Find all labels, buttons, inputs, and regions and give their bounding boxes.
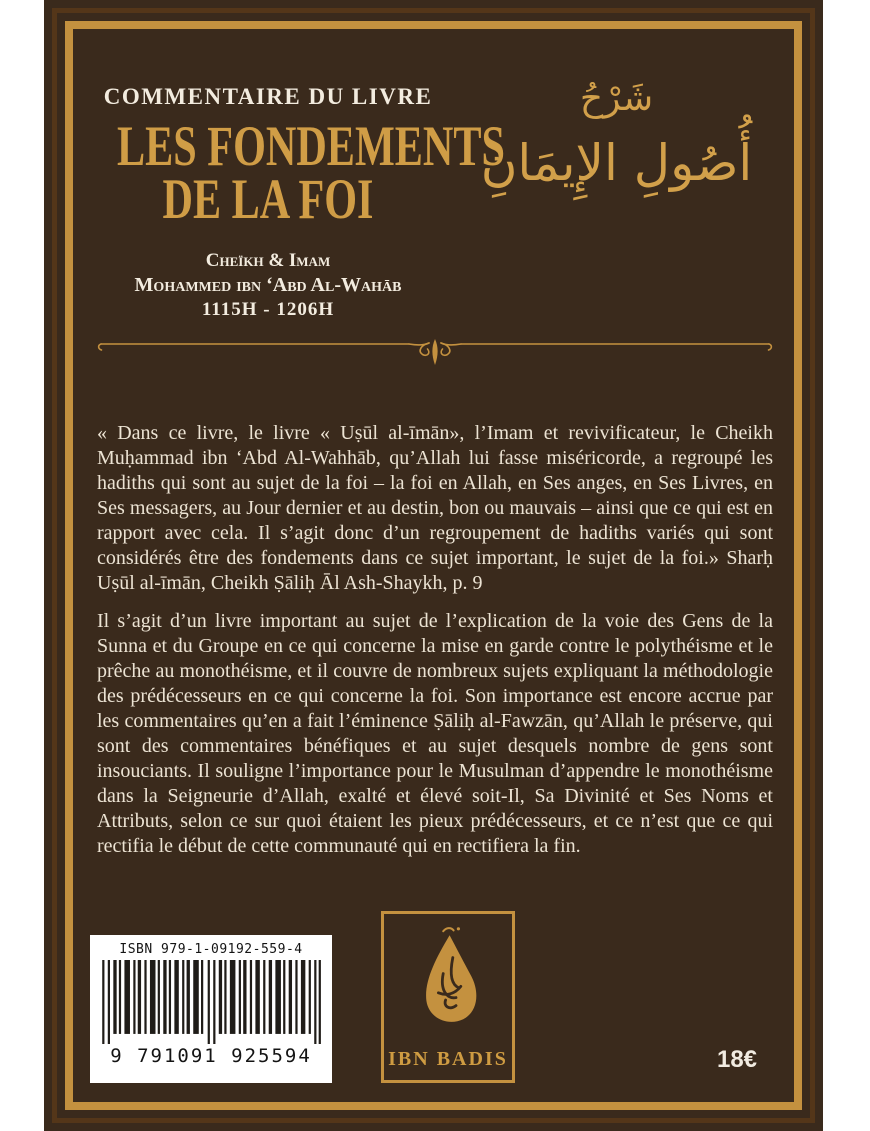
summary-paragraph: Il s’agit d’un livre important au sujet de l’explication de la voie des Gens de la Sunna et du Groupe en ce qui concerne la mise en garde contre le polythéisme et le prêche au monothéisme, et il couvre de nombreux sujets expliquant la méthodologie des prédécesseurs en ce qui concerne la foi. Son importance est encore accrue par les commentaires qu’en a fait l’éminence Ṣāliḥ al-Fawzān, qu’Allah le préserve, qui sont des commentaires bénéfiques et au sujet desquels nombre de gens sont insouciants. Il souligne l’importance pour le Musulman d’appendre le monothéisme dans la Seigneurie d’Allah, exalté et élevé soit-Il, Sa Divinité et Ses Noms et Attributs, selon ce sur quoi étaient les pieux prédécesseurs, et ce n’est que ce qui rectifia le début de cette communauté qui en rectifiera la fin. — [97, 610, 773, 857]
book-title — [64, 115, 505, 231]
title-line-2: DE LA FOI — [162, 168, 374, 231]
barcode-block — [90, 935, 332, 1083]
title-line-1: LES FONDEMENTS — [117, 115, 505, 178]
price-label: 18€ — [716, 1046, 758, 1073]
title-block — [64, 84, 505, 321]
author-name: Mohammed ibn ‘Abd Al-Wahāb — [134, 274, 402, 296]
arabic-title-usul-al-iman: أُصُولِ الإِيمَانِ — [480, 134, 753, 192]
author-block — [64, 250, 472, 321]
divider-flourish-icon — [97, 332, 773, 372]
author-dates: 1115H - 1206H — [201, 299, 335, 320]
arabic-title-block — [444, 72, 789, 198]
calligraphy-drop-icon — [408, 924, 488, 1028]
publisher-name: IBN BADIS — [388, 1048, 508, 1070]
author-honorific: Cheïkh & Imam — [205, 250, 331, 271]
isbn-label: ISBN 979-1-09192-559-4 — [119, 942, 303, 957]
arabic-title-sharh: شَرْحُ — [579, 78, 654, 119]
publisher-logo — [381, 911, 515, 1083]
barcode-digits: 9 791091 925594 — [110, 1045, 312, 1067]
barcode-icon — [100, 960, 322, 1044]
description-text — [97, 421, 773, 872]
quote-paragraph: « Dans ce livre, le livre « Uṣūl al-īmān», l’Imam et revivificateur, le Cheikh Muḥammad ibn ‘Abd Al-Wahhāb, qu’Allah lui fasse miséricorde, a regroupé les hadiths qui sont au sujet de la foi – la foi en Allah, en Ses anges, en Ses Livres, en Ses messagers, au Jour dernier et au destin, bon ou mauvais – ainsi que ce qui est en rapport avec cela. Il s’agit donc d’un regroupement de hadiths variés qui sont considérés être des fondements dans ce sujet important, le sujet de la foi.» Sharḥ Uṣūl al-īmān, Cheikh Ṣāliḥ Āl Ash-Shaykh, p. 9 — [97, 422, 773, 594]
book-back-cover — [44, 0, 823, 1131]
kicker-text: COMMENTAIRE DU LIVRE — [103, 84, 433, 109]
